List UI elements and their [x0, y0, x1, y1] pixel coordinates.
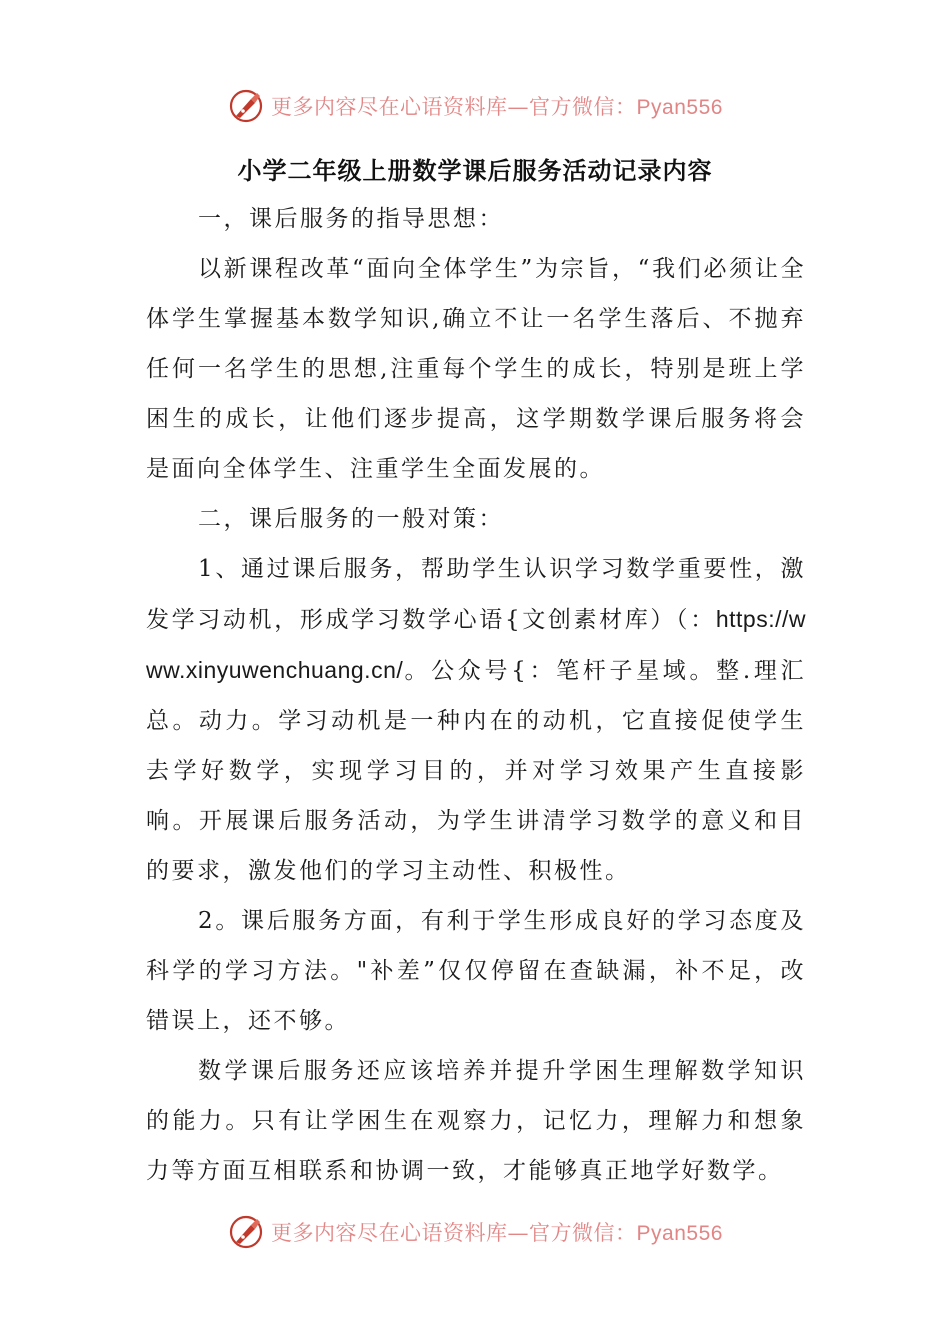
header-watermark-banner — [0, 84, 950, 128]
section2-heading: 二，课后服务的一般对策： — [198, 506, 504, 532]
footer-watermark-banner — [0, 1210, 950, 1254]
paragraph-closing: 数学课后服务还应该培养并提升学困生理解数学知识的能力。只有让学困生在观察力，记忆力，理解力和想象力等方面互相联系和协调一致，才能够真正地学好数学。 — [146, 1058, 806, 1184]
list-item-2: 2。课后服务方面，有利于学生形成良好的学习态度及科学的学习方法。"补差”仅仅停留在查缺漏，补不足，改错误上，还不够。 — [146, 908, 806, 1034]
section1-heading: 一，课后服务的指导思想： — [198, 206, 504, 232]
pen-nib-logo-icon — [227, 87, 265, 125]
footer-banner-text: 更多内容尽在心语资料库—官方微信：Pyan556 — [271, 1221, 723, 1245]
document-title: 小学二年级上册数学课后服务活动记录内容 — [237, 156, 713, 185]
list-item-1: 1、通过课后服务，帮助学生认识学习数学重要性，激发学习动机，形成学习数学心语{文创素材库）（：https://www.xinyuwenchuang.cn/。公众号{：笔杆子星域。整.理汇总。动力。学习动机是一种内在的动机，它直接促使学生去学好数学，实现学习目的，并对学习效果产生直接影响。开展课后服务活动，为学生讲清学习数学的意义和目的要求，激发他们的学习主动性、积极性。 — [146, 556, 806, 884]
pen-nib-logo-icon — [227, 1213, 265, 1251]
document-body — [146, 194, 806, 1196]
header-banner-text: 更多内容尽在心语资料库—官方微信：Pyan556 — [271, 95, 723, 119]
paragraph-guiding-idea: 以新课程改革“面向全体学生”为宗旨，“我们必须让全体学生掌握基本数学知识,确立不让一名学生落后、不抛弃任何一名学生的思想,注重每个学生的成长，特别是班上学困生的成长，让他们逐步提高，这学期数学课后服务将会是面向全体学生、注重学生全面发展的。 — [146, 256, 806, 482]
website-url: https://www.xinyuwenchuang.cn/ — [146, 606, 806, 683]
